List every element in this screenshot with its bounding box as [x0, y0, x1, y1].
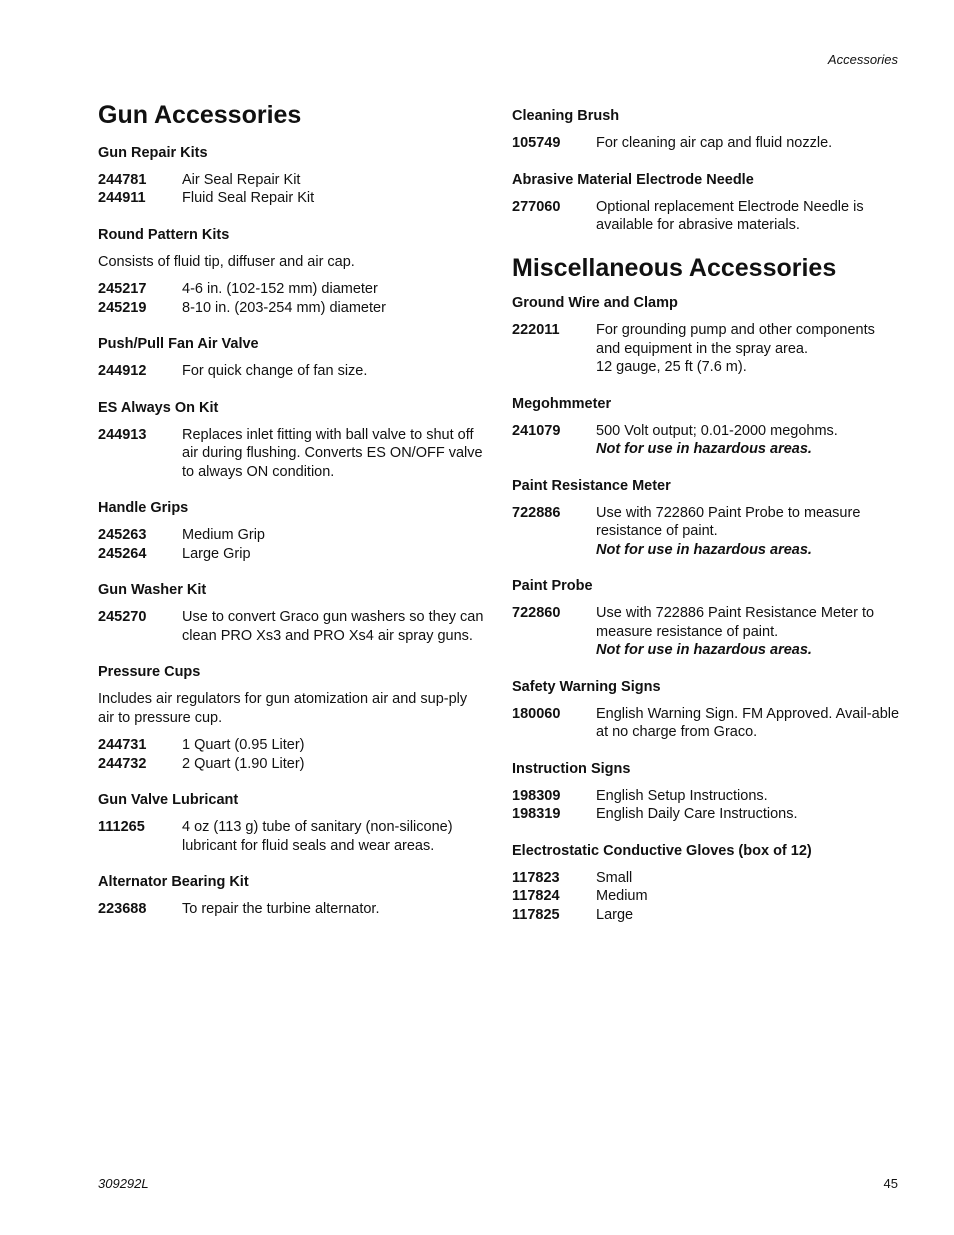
description-line: 4 oz (113 g) tube of sanitary (non-silicone) lubricant for fluid seals and wear areas.	[182, 819, 453, 854]
description-line: Large	[596, 906, 634, 923]
description-line: 4-6 in. (102-152 mm) diameter	[182, 281, 378, 297]
part-number: 244731	[98, 737, 147, 753]
part-description	[182, 818, 486, 855]
accessory-section	[512, 107, 902, 153]
part-number: 223688	[98, 901, 147, 917]
part-number: 245219	[98, 299, 147, 316]
part-description	[596, 705, 902, 742]
part-number: 244781	[98, 171, 147, 188]
section-title: Gun Valve Lubricant	[98, 792, 239, 808]
part-description	[182, 280, 486, 299]
part-row	[512, 805, 902, 824]
accessory-section	[98, 791, 486, 855]
part-row	[512, 422, 902, 459]
section-title: Gun Repair Kits	[98, 144, 208, 161]
accessory-section	[98, 581, 486, 645]
part-description	[182, 299, 486, 318]
part-row	[98, 755, 486, 774]
part-description	[596, 887, 902, 906]
part-row	[98, 545, 486, 564]
part-description	[182, 171, 486, 190]
section-title: Handle Grips	[98, 500, 189, 516]
accessory-section	[98, 663, 486, 773]
part-number: 245270	[98, 609, 147, 625]
accessory-section	[512, 294, 902, 377]
hazard-warning: Not for use in hazardous areas.	[596, 441, 812, 457]
section-title: Instruction Signs	[512, 760, 631, 777]
description-line: Air Seal Repair Kit	[182, 171, 301, 188]
part-description	[596, 805, 902, 824]
description-line: For grounding pump and other components and equipment in the spray area.	[596, 322, 875, 357]
section-title: Ground Wire and Clamp	[512, 295, 678, 311]
section-title: Gun Washer Kit	[98, 582, 207, 598]
part-row	[98, 362, 486, 381]
description-line: Medium Grip	[182, 527, 265, 543]
part-description	[182, 426, 486, 482]
section-description: Includes air regulators for gun atomization air and sup-ply air to pressure cup.	[98, 691, 468, 726]
accessory-section	[512, 171, 902, 235]
section-title: Round Pattern Kits	[98, 226, 230, 243]
part-row	[512, 705, 902, 742]
section-title: Push/Pull Fan Air Valve	[98, 336, 259, 352]
description-line: Small	[596, 869, 633, 886]
section-title: Paint Resistance Meter	[512, 477, 671, 494]
part-description	[596, 604, 902, 660]
description-line: For quick change of fan size.	[182, 363, 368, 379]
part-number: 277060	[512, 198, 561, 215]
part-number: 117824	[512, 888, 560, 904]
accessory-section	[512, 395, 902, 459]
section-title: Abrasive Material Electrode Needle	[512, 171, 754, 188]
part-row	[98, 736, 486, 755]
accessory-section	[98, 144, 486, 208]
description-line: English Warning Sign. FM Approved. Avail-able at no charge from Graco.	[596, 705, 900, 740]
description-line: 8-10 in. (203-254 mm) diameter	[182, 299, 386, 316]
part-description	[596, 321, 902, 377]
description-line: 1 Quart (0.95 Liter)	[182, 737, 305, 753]
part-row	[98, 526, 486, 545]
part-row	[98, 608, 486, 645]
description-line: Use with 722886 Paint Resistance Meter to measure resistance of paint.	[596, 605, 875, 640]
part-description	[182, 545, 486, 564]
description-line: Use with 722860 Paint Probe to measure resistance of paint.	[596, 504, 861, 539]
part-row	[512, 869, 902, 888]
accessory-section	[512, 577, 902, 660]
misc-accessories-heading: Miscellaneous Accessories	[512, 253, 837, 282]
running-head: Accessories	[827, 52, 898, 67]
part-row	[98, 189, 486, 208]
accessory-section	[512, 477, 902, 560]
part-description	[596, 504, 902, 560]
left-column	[98, 100, 486, 937]
section-description: Consists of fluid tip, diffuser and air cap.	[98, 253, 355, 270]
part-number: 105749	[512, 135, 561, 151]
part-number: 244732	[98, 755, 147, 772]
section-title: Pressure Cups	[98, 664, 201, 680]
part-number: 241079	[512, 422, 561, 439]
description-line: Replaces inlet fitting with ball valve to shut off air during flushing. Converts ES ON/OFF valve to always ON condition.	[182, 426, 483, 480]
part-row	[512, 787, 902, 806]
part-number: 245263	[98, 527, 147, 543]
section-title: Paint Probe	[512, 578, 593, 594]
part-description	[596, 422, 902, 459]
part-row	[98, 171, 486, 190]
description-line: 12 gauge, 25 ft (7.6 m).	[596, 359, 747, 375]
part-row	[98, 299, 486, 318]
part-number: 245217	[98, 281, 147, 297]
section-title: Megohmmeter	[512, 395, 612, 412]
part-number: 117823	[512, 869, 560, 886]
hazard-warning: Not for use in hazardous areas.	[596, 642, 812, 658]
part-row	[512, 134, 902, 153]
accessory-section	[98, 335, 486, 381]
accessory-section	[512, 760, 902, 824]
document-number: 309292L	[98, 1176, 149, 1191]
description-line: 2 Quart (1.90 Liter)	[182, 755, 305, 772]
part-description	[596, 906, 902, 925]
part-description	[596, 869, 902, 888]
description-line: For cleaning air cap and fluid nozzle.	[596, 135, 833, 151]
part-description	[182, 608, 486, 645]
accessory-section	[512, 678, 902, 742]
part-row	[512, 604, 902, 660]
part-description	[182, 900, 486, 919]
description-line: English Daily Care Instructions.	[596, 806, 798, 822]
part-row	[512, 906, 902, 925]
part-description	[182, 189, 486, 208]
accessory-section	[98, 499, 486, 563]
accessory-section	[512, 842, 902, 925]
part-description	[182, 526, 486, 545]
hazard-warning: Not for use in hazardous areas.	[596, 541, 812, 558]
part-description	[596, 787, 902, 806]
part-row	[512, 321, 902, 377]
description-line: Medium	[596, 888, 648, 904]
part-description	[596, 198, 902, 235]
part-row	[512, 504, 902, 560]
part-number: 244912	[98, 363, 147, 379]
part-number: 117825	[512, 906, 560, 923]
part-number: 198309	[512, 787, 561, 804]
description-line: Fluid Seal Repair Kit	[182, 190, 315, 206]
part-number: 244911	[98, 190, 146, 206]
description-line: To repair the turbine alternator.	[182, 901, 380, 917]
description-line: Use to convert Graco gun washers so they can clean PRO Xs3 and PRO Xs4 air spray guns.	[182, 609, 484, 644]
section-title: Cleaning Brush	[512, 108, 620, 124]
part-number: 722886	[512, 504, 561, 521]
part-description	[182, 736, 486, 755]
section-title: Safety Warning Signs	[512, 678, 661, 695]
part-description	[182, 362, 486, 381]
part-description	[596, 134, 902, 153]
right-top-list	[512, 107, 902, 235]
part-row	[512, 198, 902, 235]
part-row	[98, 818, 486, 855]
description-line: Large Grip	[182, 545, 251, 562]
part-number: 198319	[512, 806, 561, 822]
section-title: ES Always On Kit	[98, 399, 219, 416]
accessory-section	[98, 399, 486, 482]
description-line: English Setup Instructions.	[596, 787, 768, 804]
section-title: Electrostatic Conductive Gloves (box of 12)	[512, 842, 812, 859]
part-row	[98, 900, 486, 919]
part-row	[98, 280, 486, 299]
right-column	[512, 100, 902, 942]
part-number: 111265	[98, 819, 145, 835]
description-line: 500 Volt output; 0.01-2000 megohms.	[596, 422, 838, 439]
part-number: 222011	[512, 322, 560, 338]
part-description	[182, 755, 486, 774]
part-number: 245264	[98, 545, 147, 562]
part-row	[98, 426, 486, 482]
accessory-section	[98, 226, 486, 318]
gun-accessories-heading: Gun Accessories	[98, 101, 302, 129]
page-number: 45	[883, 1176, 898, 1191]
section-title: Alternator Bearing Kit	[98, 874, 249, 890]
misc-accessories-list	[512, 294, 902, 924]
description-line: Optional replacement Electrode Needle is available for abrasive materials.	[596, 198, 864, 233]
part-row	[512, 887, 902, 906]
gun-accessories-list	[98, 144, 486, 919]
accessory-section	[98, 873, 486, 919]
part-number: 244913	[98, 426, 147, 443]
part-number: 722860	[512, 605, 561, 621]
part-number: 180060	[512, 705, 561, 722]
